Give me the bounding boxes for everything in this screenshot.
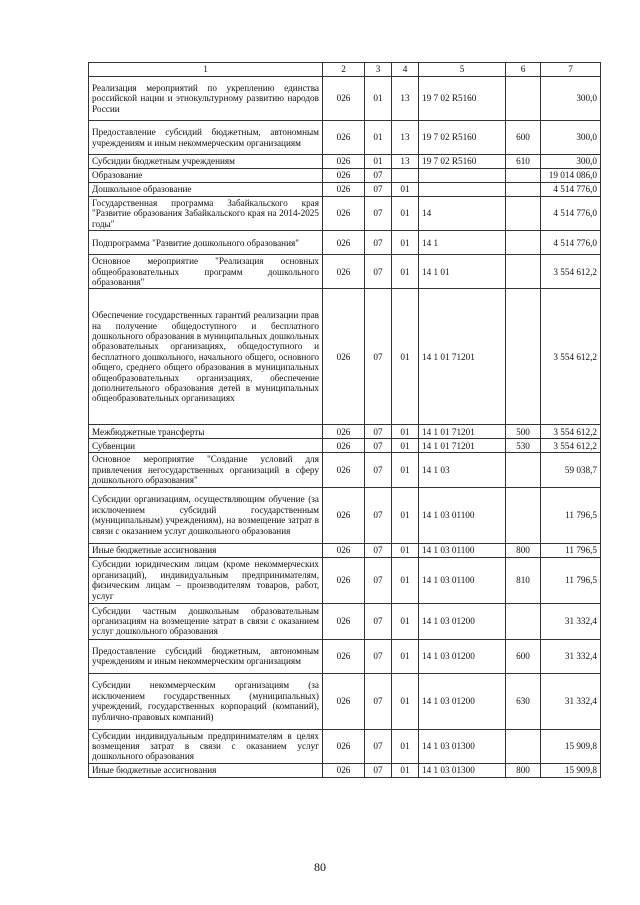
- amount-cell: 300,0: [541, 77, 601, 121]
- section-code-cell: 07: [365, 197, 392, 231]
- amount-cell: 31 332,4: [541, 673, 601, 729]
- item-name-cell: Предоставление субсидий бюджетным, автономным учреждениям и иным некоммерческим организациям: [89, 639, 323, 673]
- section-code-cell: 07: [365, 231, 392, 255]
- header-cell-4: 4: [392, 63, 419, 77]
- section-code-cell: 07: [365, 487, 392, 543]
- amount-cell: 19 014 086,0: [541, 169, 601, 183]
- target-article-cell: 14 1 03 01100: [419, 557, 506, 603]
- subsection-code-cell: 13: [392, 77, 419, 121]
- subsection-code-cell: 01: [392, 763, 419, 777]
- expense-type-cell: 500: [506, 425, 541, 439]
- target-article-cell: 14 1: [419, 231, 506, 255]
- amount-cell: 3 554 612,2: [541, 425, 601, 439]
- section-code-cell: 07: [365, 639, 392, 673]
- section-code-cell: 07: [365, 603, 392, 639]
- ministry-code-cell: 026: [323, 763, 365, 777]
- table-row: [89, 557, 601, 603]
- section-code-cell: 07: [365, 439, 392, 453]
- amount-cell: 4 514 776,0: [541, 197, 601, 231]
- table-row: [89, 231, 601, 255]
- header-cell-1: 1: [89, 63, 323, 77]
- expense-type-cell: [506, 231, 541, 255]
- expense-type-cell: [506, 197, 541, 231]
- subsection-code-cell: 01: [392, 673, 419, 729]
- subsection-code-cell: 01: [392, 289, 419, 425]
- amount-cell: 4 514 776,0: [541, 231, 601, 255]
- subsection-code-cell: 01: [392, 487, 419, 543]
- ministry-code-cell: 026: [323, 487, 365, 543]
- amount-cell: 59 038,7: [541, 453, 601, 487]
- header-cell-3: 3: [365, 63, 392, 77]
- amount-cell: 3 554 612,2: [541, 439, 601, 453]
- ministry-code-cell: 026: [323, 603, 365, 639]
- table-row: [89, 639, 601, 673]
- expense-type-cell: 800: [506, 543, 541, 557]
- section-code-cell: 07: [365, 763, 392, 777]
- item-name-cell: Субвенции: [89, 439, 323, 453]
- ministry-code-cell: 026: [323, 453, 365, 487]
- section-code-cell: 07: [365, 425, 392, 439]
- ministry-code-cell: 026: [323, 439, 365, 453]
- budget-table: [88, 62, 601, 778]
- target-article-cell: 14 1 01 71201: [419, 439, 506, 453]
- target-article-cell: 19 7 02 R5160: [419, 155, 506, 169]
- target-article-cell: 14 1 01: [419, 255, 506, 289]
- ministry-code-cell: 026: [323, 231, 365, 255]
- amount-cell: 11 796,5: [541, 487, 601, 543]
- subsection-code-cell: 01: [392, 231, 419, 255]
- target-article-cell: [419, 169, 506, 183]
- amount-cell: 11 796,5: [541, 557, 601, 603]
- ministry-code-cell: 026: [323, 197, 365, 231]
- table-row: [89, 763, 601, 777]
- ministry-code-cell: 026: [323, 121, 365, 155]
- expense-type-cell: 630: [506, 673, 541, 729]
- amount-cell: 300,0: [541, 121, 601, 155]
- item-name-cell: Иные бюджетные ассигнования: [89, 543, 323, 557]
- amount-cell: 3 554 612,2: [541, 289, 601, 425]
- subsection-code-cell: 01: [392, 543, 419, 557]
- subsection-code-cell: 01: [392, 729, 419, 763]
- ministry-code-cell: 026: [323, 557, 365, 603]
- section-code-cell: 07: [365, 289, 392, 425]
- amount-cell: 11 796,5: [541, 543, 601, 557]
- target-article-cell: 19 7 02 R5160: [419, 121, 506, 155]
- table-row: [89, 673, 601, 729]
- ministry-code-cell: 026: [323, 77, 365, 121]
- item-name-cell: Межбюджетные трансферты: [89, 425, 323, 439]
- amount-cell: 15 909,8: [541, 729, 601, 763]
- item-name-cell: Иные бюджетные ассигнования: [89, 763, 323, 777]
- target-article-cell: 14 1 01 71201: [419, 289, 506, 425]
- section-code-cell: 07: [365, 673, 392, 729]
- ministry-code-cell: 026: [323, 255, 365, 289]
- header-cell-6: 6: [506, 63, 541, 77]
- table-row: [89, 603, 601, 639]
- subsection-code-cell: 01: [392, 439, 419, 453]
- ministry-code-cell: 026: [323, 639, 365, 673]
- subsection-code-cell: 01: [392, 639, 419, 673]
- amount-cell: 300,0: [541, 155, 601, 169]
- item-name-cell: Основное мероприятие "Реализация основных общеобразовательных программ дошкольного образования": [89, 255, 323, 289]
- expense-type-cell: 600: [506, 639, 541, 673]
- section-code-cell: 07: [365, 557, 392, 603]
- item-name-cell: Субсидии некоммерческим организациям (за исключением государственных (муниципальных) учреждений, государственных корпораций (компаний), публично-правовых компаний): [89, 673, 323, 729]
- item-name-cell: Субсидии бюджетным учреждениям: [89, 155, 323, 169]
- table-row: [89, 255, 601, 289]
- expense-type-cell: 810: [506, 557, 541, 603]
- section-code-cell: 07: [365, 729, 392, 763]
- expense-type-cell: [506, 255, 541, 289]
- subsection-code-cell: [392, 169, 419, 183]
- table-row: [89, 425, 601, 439]
- table-row: [89, 289, 601, 425]
- expense-type-cell: [506, 487, 541, 543]
- subsection-code-cell: 01: [392, 197, 419, 231]
- table-row: [89, 453, 601, 487]
- target-article-cell: 19 7 02 R5160: [419, 77, 506, 121]
- item-name-cell: Образование: [89, 169, 323, 183]
- target-article-cell: 14 1 03 01300: [419, 729, 506, 763]
- target-article-cell: 14: [419, 197, 506, 231]
- page-number: 80: [314, 860, 326, 874]
- ministry-code-cell: 026: [323, 543, 365, 557]
- table-row: [89, 197, 601, 231]
- target-article-cell: 14 1 03 01200: [419, 603, 506, 639]
- expense-type-cell: [506, 169, 541, 183]
- expense-type-cell: 610: [506, 155, 541, 169]
- ministry-code-cell: 026: [323, 183, 365, 197]
- amount-cell: 15 909,8: [541, 763, 601, 777]
- subsection-code-cell: 01: [392, 255, 419, 289]
- amount-cell: 3 554 612,2: [541, 255, 601, 289]
- subsection-code-cell: 01: [392, 557, 419, 603]
- table-row: [89, 729, 601, 763]
- expense-type-cell: 800: [506, 763, 541, 777]
- item-name-cell: Дошкольное образование: [89, 183, 323, 197]
- ministry-code-cell: 026: [323, 155, 365, 169]
- expense-type-cell: 530: [506, 439, 541, 453]
- item-name-cell: Реализация мероприятий по укреплению единства российской нации и этнокультурному развитию народов России: [89, 77, 323, 121]
- item-name-cell: Государственная программа Забайкальского края "Развитие образования Забайкальского края на 2014-2025 годы": [89, 197, 323, 231]
- section-code-cell: 01: [365, 77, 392, 121]
- table-header-row: [89, 63, 601, 77]
- expense-type-cell: [506, 453, 541, 487]
- subsection-code-cell: 13: [392, 155, 419, 169]
- section-code-cell: 01: [365, 121, 392, 155]
- subsection-code-cell: 01: [392, 183, 419, 197]
- item-name-cell: Подпрограмма "Развитие дошкольного образования": [89, 231, 323, 255]
- subsection-code-cell: 13: [392, 121, 419, 155]
- target-article-cell: 14 1 03 01100: [419, 487, 506, 543]
- header-cell-5: 5: [419, 63, 506, 77]
- item-name-cell: Предоставление субсидий бюджетным, автономным учреждениям и иным некоммерческим организациям: [89, 121, 323, 155]
- table-row: [89, 77, 601, 121]
- table-row: [89, 543, 601, 557]
- ministry-code-cell: 026: [323, 729, 365, 763]
- amount-cell: 31 332,4: [541, 639, 601, 673]
- ministry-code-cell: 026: [323, 425, 365, 439]
- table-row: [89, 183, 601, 197]
- target-article-cell: 14 1 03 01300: [419, 763, 506, 777]
- header-cell-2: 2: [323, 63, 365, 77]
- expense-type-cell: [506, 289, 541, 425]
- subsection-code-cell: 01: [392, 603, 419, 639]
- table-row: [89, 487, 601, 543]
- expense-type-cell: [506, 729, 541, 763]
- item-name-cell: Субсидии частным дошкольным образовательным организациям на возмещение затрат в связи с оказанием услуг дошкольного образования: [89, 603, 323, 639]
- table-row: [89, 155, 601, 169]
- target-article-cell: 14 1 03: [419, 453, 506, 487]
- item-name-cell: Субсидии индивидуальным предпринимателям в целях возмещения затрат в связи с оказанием услуг дошкольного образования: [89, 729, 323, 763]
- target-article-cell: 14 1 03 01200: [419, 639, 506, 673]
- subsection-code-cell: 01: [392, 453, 419, 487]
- item-name-cell: Субсидии организациям, осуществляющим обучение (за исключением субсидий государственным (муниципальным) учреждениям), на возмещение затрат в связи с оказанием услуг дошкольного образования: [89, 487, 323, 543]
- header-cell-7: 7: [541, 63, 601, 77]
- section-code-cell: 07: [365, 169, 392, 183]
- item-name-cell: Субсидии юридическим лицам (кроме некоммерческих организаций), индивидуальным предпринимателям, физическим лицам – производителям товаров, работ, услуг: [89, 557, 323, 603]
- section-code-cell: 07: [365, 255, 392, 289]
- target-article-cell: 14 1 03 01100: [419, 543, 506, 557]
- ministry-code-cell: 026: [323, 289, 365, 425]
- section-code-cell: 07: [365, 543, 392, 557]
- section-code-cell: 01: [365, 155, 392, 169]
- item-name-cell: Обеспечение государственных гарантий реализации прав на получение общедоступного и бесплатного дошкольного образования в муниципальных дошкольных образовательных организациях, общедоступного и бесплатного дошкольного, начального общего, основного общего, среднего общего образования в муниципальных общеобразовательных организациях, обеспечение дополнительного образования детей в муниципальных общеобразовательных организациях: [89, 289, 323, 425]
- expense-type-cell: [506, 183, 541, 197]
- target-article-cell: 14 1 01 71201: [419, 425, 506, 439]
- section-code-cell: 07: [365, 453, 392, 487]
- ministry-code-cell: 026: [323, 169, 365, 183]
- item-name-cell: Основное мероприятие "Создание условий для привлечения негосударственных организаций в сферу дошкольного образования": [89, 453, 323, 487]
- table-row: [89, 169, 601, 183]
- expense-type-cell: [506, 603, 541, 639]
- section-code-cell: 07: [365, 183, 392, 197]
- subsection-code-cell: 01: [392, 425, 419, 439]
- expense-type-cell: [506, 77, 541, 121]
- table-row: [89, 439, 601, 453]
- expense-type-cell: 600: [506, 121, 541, 155]
- ministry-code-cell: 026: [323, 673, 365, 729]
- amount-cell: 4 514 776,0: [541, 183, 601, 197]
- table-row: [89, 121, 601, 155]
- target-article-cell: [419, 183, 506, 197]
- amount-cell: 31 332,4: [541, 603, 601, 639]
- target-article-cell: 14 1 03 01200: [419, 673, 506, 729]
